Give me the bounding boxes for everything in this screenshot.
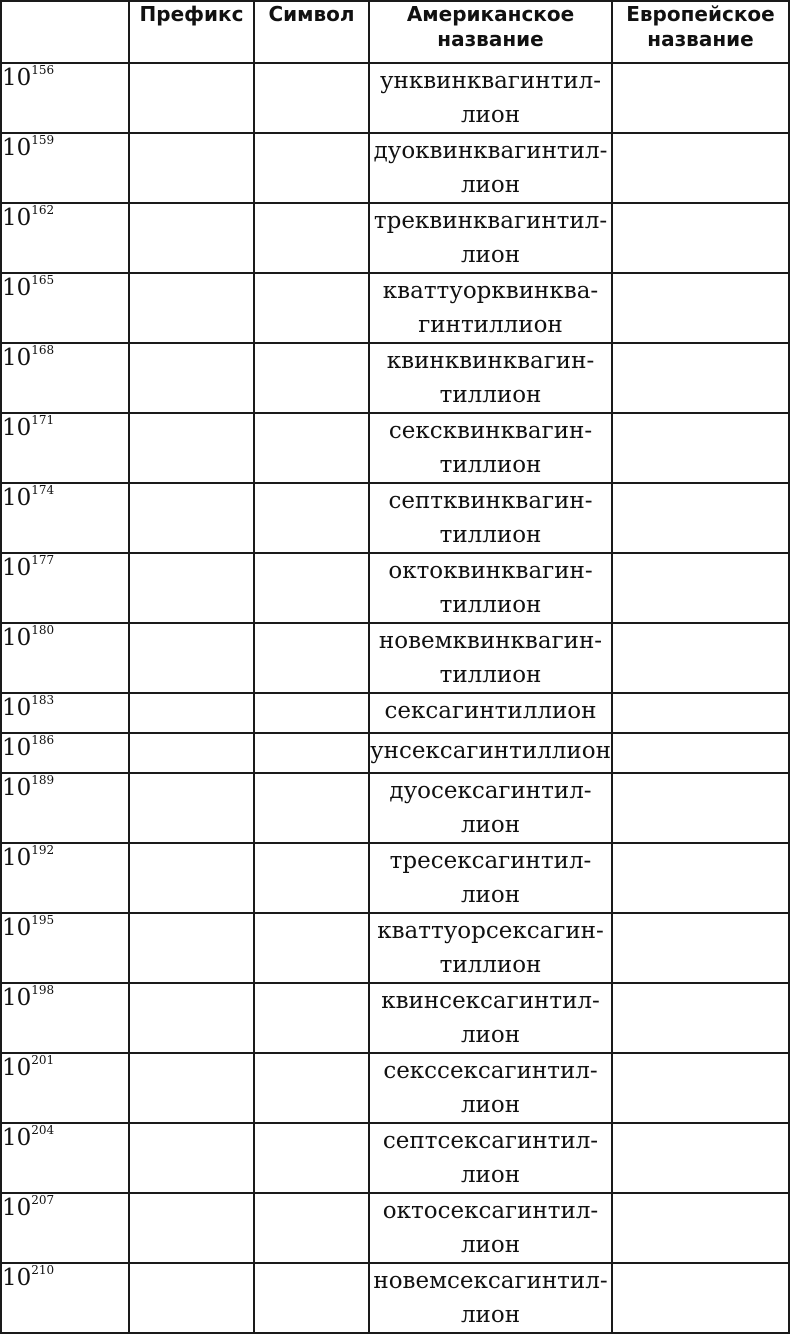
power-base: 10 xyxy=(2,915,32,941)
table-header xyxy=(1,1,789,63)
european-name-cell xyxy=(612,843,789,913)
power-exponent: 159 xyxy=(31,133,55,148)
prefix-cell xyxy=(129,913,254,983)
european-name-cell xyxy=(612,483,789,553)
header-prefix: Префикс xyxy=(129,1,254,63)
power-base: 10 xyxy=(2,775,32,801)
power-base: 10 xyxy=(2,625,32,651)
symbol-cell xyxy=(254,273,369,343)
prefix-cell xyxy=(129,343,254,413)
table-row xyxy=(1,343,789,413)
table-row xyxy=(1,843,789,913)
table-row xyxy=(1,1053,789,1123)
power-base: 10 xyxy=(2,275,32,301)
power-exponent: 195 xyxy=(31,913,55,928)
power-cell xyxy=(1,1193,129,1263)
table-row xyxy=(1,773,789,843)
table-row xyxy=(1,273,789,343)
symbol-cell xyxy=(254,1123,369,1193)
power-cell xyxy=(1,133,129,203)
european-name-cell xyxy=(612,1053,789,1123)
prefix-cell xyxy=(129,1263,254,1333)
power-cell xyxy=(1,273,129,343)
power-cell xyxy=(1,413,129,483)
power-cell xyxy=(1,483,129,553)
power-exponent: 210 xyxy=(31,1263,55,1278)
american-name-cell: септквинквагин- тиллион xyxy=(369,483,612,553)
symbol-cell xyxy=(254,843,369,913)
european-name-cell xyxy=(612,273,789,343)
prefix-cell xyxy=(129,483,254,553)
prefix-cell xyxy=(129,1123,254,1193)
american-name-cell: кваттуорквинква- гинтиллион xyxy=(369,273,612,343)
table-row xyxy=(1,733,789,773)
table-body xyxy=(1,63,789,1333)
prefix-cell xyxy=(129,623,254,693)
european-name-cell xyxy=(612,693,789,733)
power-cell xyxy=(1,913,129,983)
european-name-cell xyxy=(612,63,789,133)
european-name-cell xyxy=(612,733,789,773)
symbol-cell xyxy=(254,483,369,553)
european-name-cell xyxy=(612,343,789,413)
power-exponent: 207 xyxy=(31,1193,55,1208)
symbol-cell xyxy=(254,913,369,983)
power-exponent: 162 xyxy=(31,203,55,218)
american-name-cell: треквинквагинтил- лион xyxy=(369,203,612,273)
table-row xyxy=(1,1123,789,1193)
american-name-cell: тресексагинтил- лион xyxy=(369,843,612,913)
power-exponent: 177 xyxy=(31,553,55,568)
prefix-cell xyxy=(129,553,254,623)
power-exponent: 198 xyxy=(31,983,55,998)
prefix-cell xyxy=(129,773,254,843)
power-base: 10 xyxy=(2,735,32,761)
european-name-cell xyxy=(612,133,789,203)
power-base: 10 xyxy=(2,65,32,91)
table-row xyxy=(1,553,789,623)
power-exponent: 183 xyxy=(31,693,55,708)
table-row xyxy=(1,1263,789,1333)
power-exponent: 171 xyxy=(31,413,55,428)
power-cell xyxy=(1,1263,129,1333)
power-cell xyxy=(1,63,129,133)
header-symbol: Символ xyxy=(254,1,369,63)
prefix-cell xyxy=(129,1053,254,1123)
table-row xyxy=(1,483,789,553)
american-name-cell: дуоквинквагинтил- лион xyxy=(369,133,612,203)
table-row xyxy=(1,623,789,693)
european-name-cell xyxy=(612,1193,789,1263)
american-name-cell: сексагинтиллион xyxy=(369,693,612,733)
european-name-cell xyxy=(612,623,789,693)
table-row xyxy=(1,693,789,733)
prefix-cell xyxy=(129,733,254,773)
american-name-cell: квинквинквагин- тиллион xyxy=(369,343,612,413)
header-american-name: Американское название xyxy=(369,1,612,63)
prefix-cell xyxy=(129,693,254,733)
american-name-cell: дуосексагинтил- лион xyxy=(369,773,612,843)
power-exponent: 174 xyxy=(31,483,55,498)
prefix-cell xyxy=(129,843,254,913)
american-name-cell: сексквинквагин- тиллион xyxy=(369,413,612,483)
european-name-cell xyxy=(612,553,789,623)
table-row xyxy=(1,1193,789,1263)
power-cell xyxy=(1,553,129,623)
symbol-cell xyxy=(254,133,369,203)
power-cell xyxy=(1,693,129,733)
power-cell xyxy=(1,343,129,413)
power-base: 10 xyxy=(2,345,32,371)
american-name-cell: октоквинквагин- тиллион xyxy=(369,553,612,623)
american-name-cell: кваттуорсексагин- тиллион xyxy=(369,913,612,983)
american-name-cell: секссексагинтил- лион xyxy=(369,1053,612,1123)
symbol-cell xyxy=(254,1193,369,1263)
european-name-cell xyxy=(612,1263,789,1333)
american-name-cell: октосексагинтил- лион xyxy=(369,1193,612,1263)
power-exponent: 180 xyxy=(31,623,55,638)
european-name-cell xyxy=(612,413,789,483)
power-cell xyxy=(1,983,129,1053)
table-row xyxy=(1,983,789,1053)
symbol-cell xyxy=(254,553,369,623)
power-base: 10 xyxy=(2,135,32,161)
european-name-cell xyxy=(612,913,789,983)
power-base: 10 xyxy=(2,1125,32,1151)
symbol-cell xyxy=(254,203,369,273)
power-cell xyxy=(1,733,129,773)
table-row xyxy=(1,63,789,133)
power-exponent: 168 xyxy=(31,343,55,358)
power-base: 10 xyxy=(2,695,32,721)
prefix-cell xyxy=(129,63,254,133)
symbol-cell xyxy=(254,773,369,843)
power-base: 10 xyxy=(2,555,32,581)
power-base: 10 xyxy=(2,1055,32,1081)
power-base: 10 xyxy=(2,485,32,511)
power-base: 10 xyxy=(2,845,32,871)
american-name-cell: унквинквагинтил- лион xyxy=(369,63,612,133)
power-exponent: 192 xyxy=(31,843,55,858)
power-cell xyxy=(1,1123,129,1193)
european-name-cell xyxy=(612,1123,789,1193)
prefix-cell xyxy=(129,983,254,1053)
power-cell xyxy=(1,843,129,913)
symbol-cell xyxy=(254,413,369,483)
prefix-cell xyxy=(129,133,254,203)
header-european-name: Европейское название xyxy=(612,1,789,63)
table-row xyxy=(1,413,789,483)
symbol-cell xyxy=(254,693,369,733)
american-name-cell: унсексагинтиллион xyxy=(369,733,612,773)
symbol-cell xyxy=(254,983,369,1053)
symbol-cell xyxy=(254,623,369,693)
header-power xyxy=(1,1,129,63)
power-cell xyxy=(1,623,129,693)
table-row xyxy=(1,203,789,273)
prefix-cell xyxy=(129,273,254,343)
european-name-cell xyxy=(612,773,789,843)
american-name-cell: новемквинквагин- тиллион xyxy=(369,623,612,693)
symbol-cell xyxy=(254,1053,369,1123)
power-cell xyxy=(1,773,129,843)
power-base: 10 xyxy=(2,1265,32,1291)
prefix-cell xyxy=(129,413,254,483)
symbol-cell xyxy=(254,343,369,413)
european-name-cell xyxy=(612,983,789,1053)
power-base: 10 xyxy=(2,415,32,441)
european-name-cell xyxy=(612,203,789,273)
power-exponent: 156 xyxy=(31,63,55,78)
symbol-cell xyxy=(254,1263,369,1333)
power-exponent: 201 xyxy=(31,1053,55,1068)
power-base: 10 xyxy=(2,1195,32,1221)
power-exponent: 189 xyxy=(31,773,55,788)
symbol-cell xyxy=(254,63,369,133)
american-name-cell: новемсексагинтил- лион xyxy=(369,1263,612,1333)
table-row xyxy=(1,913,789,983)
header-row xyxy=(1,1,789,63)
symbol-cell xyxy=(254,733,369,773)
american-name-cell: септсексагинтил- лион xyxy=(369,1123,612,1193)
prefix-cell xyxy=(129,1193,254,1263)
power-cell xyxy=(1,1053,129,1123)
prefix-cell xyxy=(129,203,254,273)
power-exponent: 165 xyxy=(31,273,55,288)
power-base: 10 xyxy=(2,205,32,231)
power-cell xyxy=(1,203,129,273)
power-exponent: 186 xyxy=(31,733,55,748)
power-base: 10 xyxy=(2,985,32,1011)
table-row xyxy=(1,133,789,203)
american-name-cell: квинсексагинтил- лион xyxy=(369,983,612,1053)
power-exponent: 204 xyxy=(31,1123,55,1138)
